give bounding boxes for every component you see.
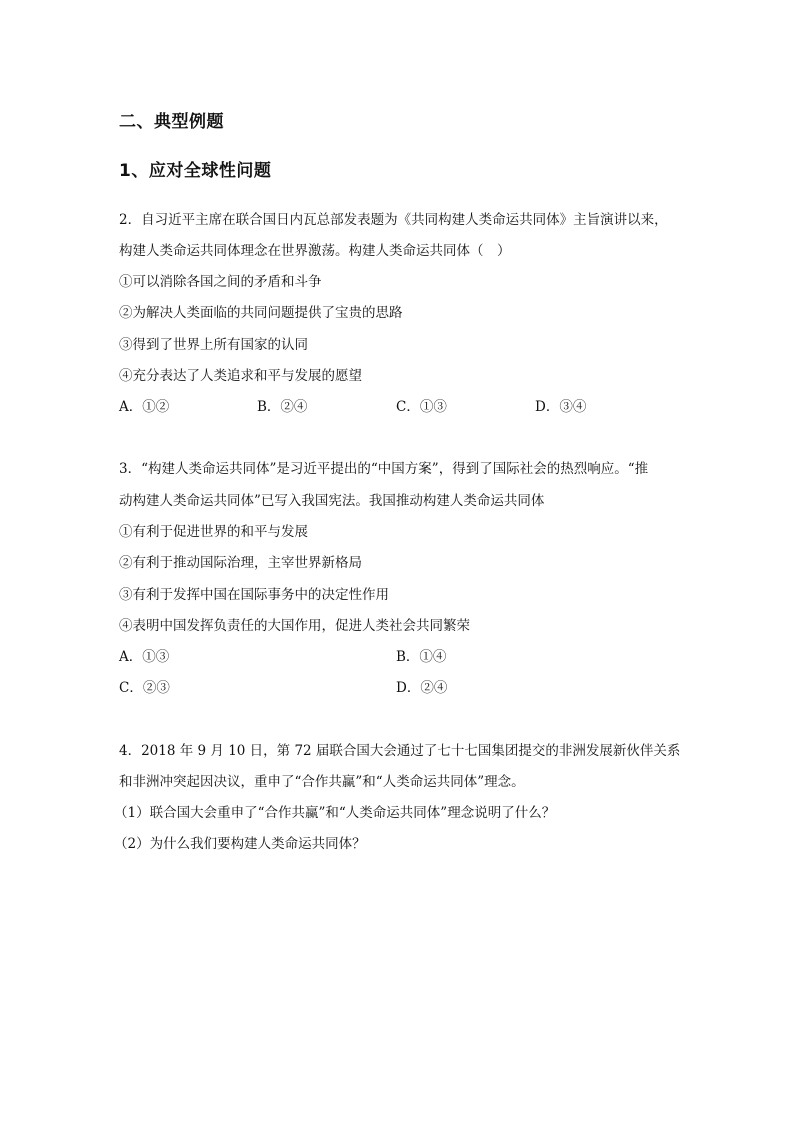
- question-3-statement-2: ②有利于推动国际治理，主宰世界新格局: [119, 555, 362, 571]
- question-2-statement-1: ①可以消除各国之间的矛盾和斗争: [119, 274, 322, 290]
- question-2-option-b: B．②④: [257, 399, 308, 415]
- question-4-stem-line-1: 4．2018 年 9 月 10 日，第 72 届联合国大会通过了七十七国集团提交的非洲发展新伙伴关系: [119, 743, 681, 759]
- subsection-title: 1、应对全球性问题: [119, 161, 272, 181]
- question-4-sub-question-1: （1）联合国大会重申了“合作共赢”和“人类命运共同体”理念说明了什么？: [114, 805, 556, 821]
- question-3-stem-line-2: 动构建人类命运共同体”已写入我国宪法。我国推动构建人类命运共同体: [119, 493, 545, 509]
- question-4-stem-line-2: 和非洲冲突起因决议，重申了“合作共赢”和“人类命运共同体”理念。: [119, 774, 525, 790]
- question-2-option-c: C．①③: [396, 399, 447, 415]
- question-2-stem-line-2: 构建人类命运共同体理念在世界激荡。构建人类命运共同体（ ）: [119, 243, 511, 259]
- question-3-option-c: C．②③: [119, 680, 170, 696]
- question-4-sub-question-2: （2）为什么我们要构建人类命运共同体？: [114, 836, 366, 852]
- section-title: 二、典型例题: [119, 112, 224, 132]
- question-3-statement-3: ③有利于发挥中国在国际事务中的决定性作用: [119, 587, 389, 603]
- question-2-statement-4: ④充分表达了人类追求和平与发展的愿望: [119, 368, 362, 384]
- question-2-stem-line-1: 2．自习近平主席在联合国日内瓦总部发表题为《共同构建人类命运共同体》主旨演讲以来，: [119, 212, 668, 228]
- question-3-option-b: B．①④: [396, 649, 447, 665]
- question-3-statement-1: ①有利于促进世界的和平与发展: [119, 524, 308, 540]
- question-2-statement-2: ②为解决人类面临的共同问题提供了宝贵的思路: [119, 305, 403, 321]
- question-3-stem-line-1: 3．“构建人类命运共同体”是习近平提出的“中国方案”，得到了国际社会的热烈响应。“推: [119, 461, 649, 477]
- question-3-statement-4: ④表明中国发挥负责任的大国作用，促进人类社会共同繁荣: [119, 618, 470, 634]
- question-2-option-d: D．③④: [535, 399, 587, 415]
- question-3-option-a: A．①③: [119, 649, 170, 665]
- question-2-option-a: A．①②: [119, 399, 170, 415]
- question-3-option-d: D．②④: [396, 680, 448, 696]
- question-2-statement-3: ③得到了世界上所有国家的认同: [119, 337, 308, 353]
